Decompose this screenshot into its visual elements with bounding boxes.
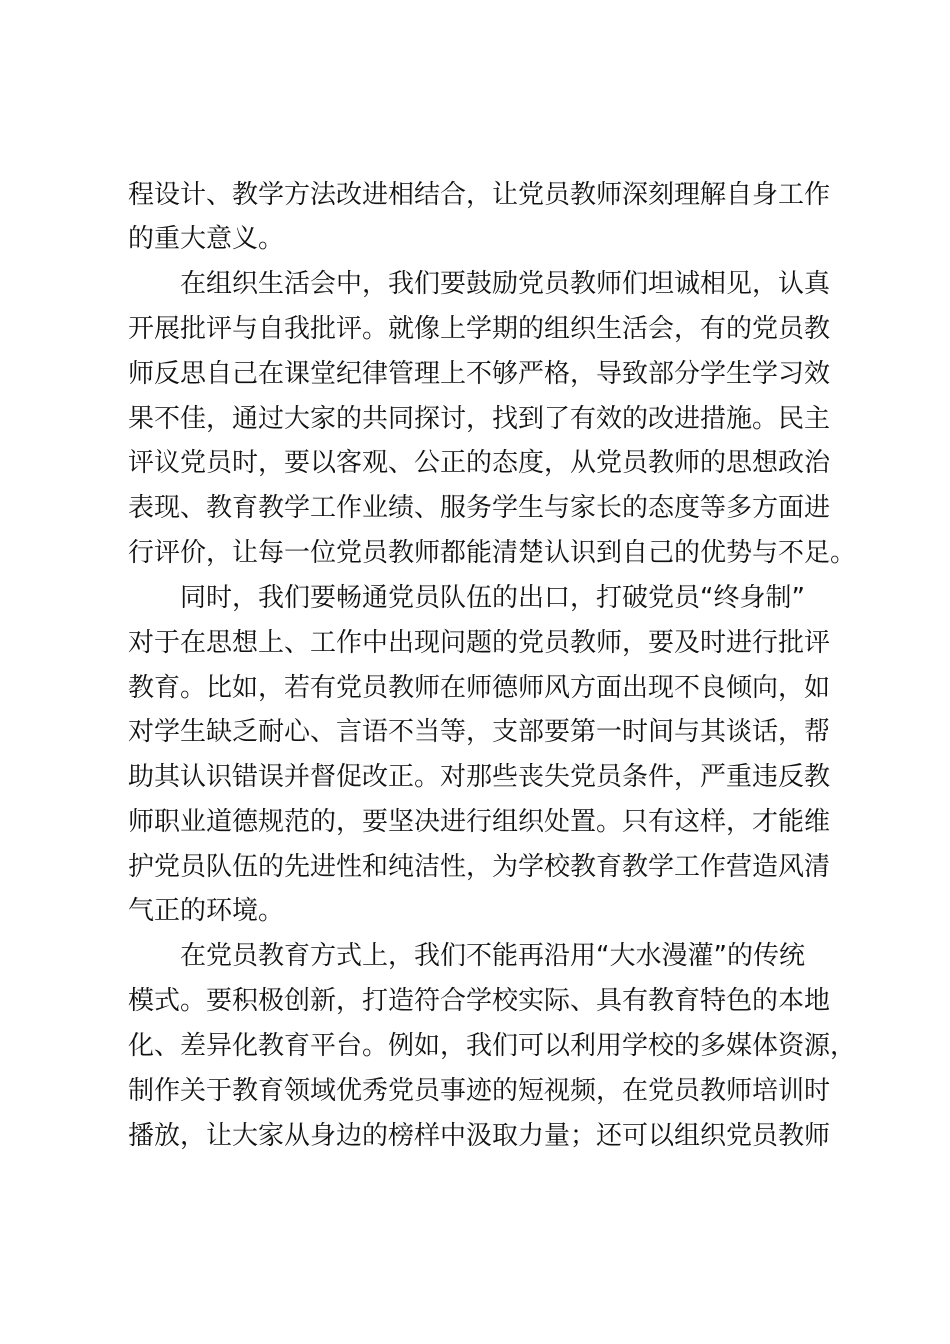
- text-line: 果不佳，通过大家的共同探讨，找到了有效的改进措施。民主: [128, 404, 831, 434]
- text-line: 助其认识错误并督促改正。对那些丧失党员条件，严重违反教: [128, 762, 831, 792]
- paragraph-first-line: 同时，我们要畅通党员队伍的出口，打破党员“终身制”: [180, 583, 805, 613]
- text-line: 播放，让大家从身边的榜样中汲取力量；还可以组织党员教师: [128, 1121, 831, 1151]
- paragraph-first-line: 在党员教育方式上，我们不能再沿用“大水漫灌”的传统: [180, 941, 805, 971]
- text-line: 对于在思想上、工作中出现问题的党员教师，要及时进行批评: [128, 628, 831, 658]
- text-line: 表现、教育教学工作业绩、服务学生与家长的态度等多方面进: [128, 493, 831, 523]
- text-line: 制作关于教育领域优秀党员事迹的短视频，在党员教师培训时: [128, 1076, 831, 1106]
- text-line: 对学生缺乏耐心、言语不当等，支部要第一时间与其谈话，帮: [128, 717, 831, 747]
- paragraph-first-line: 在组织生活会中，我们要鼓励党员教师们坦诚相见，认真: [180, 269, 831, 299]
- text-line: 师职业道德规范的，要坚决进行组织处置。只有这样，才能维: [128, 807, 831, 837]
- text-line: 模式。要积极创新，打造符合学校实际、具有教育特色的本地: [128, 986, 831, 1016]
- text-line: 行评价，让每一位党员教师都能清楚认识到自己的优势与不足。: [128, 538, 857, 568]
- text-line: 气正的环境。: [128, 896, 285, 926]
- text-line: 护党员队伍的先进性和纯洁性，为学校教育教学工作营造风清: [128, 852, 831, 882]
- text-line: 程设计、教学方法改进相结合，让党员教师深刻理解自身工作: [128, 180, 831, 210]
- text-line: 开展批评与自我批评。就像上学期的组织生活会，有的党员教: [128, 314, 831, 344]
- text-line: 化、差异化教育平台。例如，我们可以利用学校的多媒体资源，: [128, 1031, 857, 1061]
- text-line: 评议党员时，要以客观、公正的态度，从党员教师的思想政治: [128, 448, 831, 478]
- text-line: 教育。比如，若有党员教师在师德师风方面出现不良倾向，如: [128, 673, 831, 703]
- text-line: 的重大意义。: [128, 224, 285, 254]
- text-line: 师反思自己在课堂纪律管理上不够严格，导致部分学生学习效: [128, 359, 831, 389]
